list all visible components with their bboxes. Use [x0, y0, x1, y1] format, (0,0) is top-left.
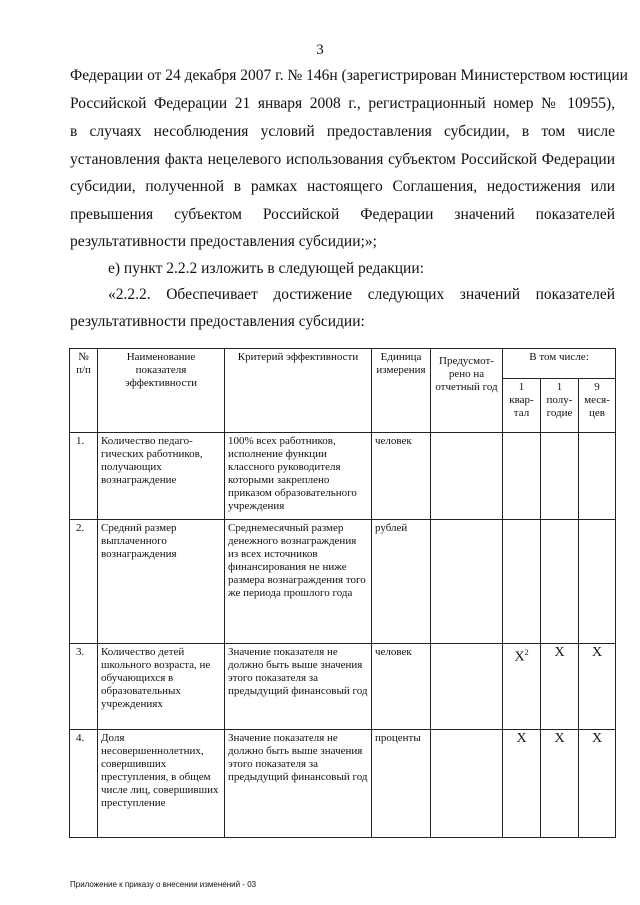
row-half-year [541, 520, 579, 644]
row-planned [431, 730, 503, 838]
row-name: Средний размер выплаченного вознаграждения [98, 520, 225, 644]
row-nine-months [579, 433, 616, 520]
row-nine-months: X [579, 730, 616, 838]
row-unit: рублей [372, 520, 431, 644]
row-num: 1. [70, 433, 98, 520]
row-half-year: X [541, 644, 579, 730]
row-quarter-1 [503, 520, 541, 644]
row-half-year [541, 433, 579, 520]
row-num: 3. [70, 644, 98, 730]
header-planned: Предусмот-рено на отчетный год [431, 349, 503, 433]
row-planned [431, 433, 503, 520]
row-num: 4. [70, 730, 98, 838]
paragraph-line-1: Федерации от 24 декабря 2007 г. № 146н (зарегистрирован Министерством юстиции [70, 67, 628, 84]
row-unit: человек [372, 433, 431, 520]
row-nine-months [579, 520, 616, 644]
row-num: 2. [70, 520, 98, 644]
row-planned [431, 644, 503, 730]
paragraph-line-5: субсидии, полученной в рамках настоящего Соглашения, недостижения или [70, 178, 615, 195]
row-quarter-1-mark: X [514, 649, 525, 665]
paragraph-line-6: превышения субъектом Российской Федерации значений показателей [70, 206, 615, 223]
page-number: 3 [316, 42, 324, 58]
row-nine-months: X [579, 644, 616, 730]
header-nine-months: 9 меся-цев [579, 379, 616, 433]
row-criterion: Значение показателя не должно быть выше значения этого показателя за предыдущий финансовый год [225, 644, 372, 730]
row-quarter-1: X [503, 730, 541, 838]
row-unit: проценты [372, 730, 431, 838]
paragraph-line-7: результативности предоставления субсидии;»; [70, 233, 377, 250]
table-row [70, 730, 616, 838]
row-name: Количество педаго-гических работников, получающих вознаграждение [98, 433, 225, 520]
footer-note: Приложение к приказу о внесении изменений - 03 [70, 880, 257, 889]
paragraph-line-9: «2.2.2. Обеспечивает достижение следующих значений показателей [108, 286, 615, 303]
paragraph-line-2: Российской Федерации 21 января 2008 г., регистрационный номер № 10955), [70, 95, 615, 112]
header-including: В том числе: [503, 349, 616, 379]
header-unit: Единица измерения [372, 349, 431, 433]
paragraph-line-4: установления факта нецелевого использования субъектом Российской Федерации [70, 151, 615, 168]
table-row [70, 644, 616, 730]
paragraph-line-10: результативности предоставления субсидии: [70, 313, 365, 330]
row-quarter-1 [503, 433, 541, 520]
row-unit: человек [372, 644, 431, 730]
header-quarter-1: 1 квар-тал [503, 379, 541, 433]
row-half-year: X [541, 730, 579, 838]
header-criterion: Критерий эффективности [225, 349, 372, 433]
header-half-year: 1 полу-годие [541, 379, 579, 433]
row-planned [431, 520, 503, 644]
row-name: Доля несовершеннолетних, совершивших преступления, в общем числе лиц, совершивших преступление [98, 730, 225, 838]
header-name: Наименование показателя эффективности [98, 349, 225, 433]
header-num: № п/п [70, 349, 98, 433]
indicators-table [69, 348, 616, 838]
row-criterion: 100% всех работников, исполнение функции классного руководителя которыми закреплено приказом образовательного учреждения [225, 433, 372, 520]
row-criterion: Значение показателя не должно быть выше значения этого показателя за предыдущий финансовый год [225, 730, 372, 838]
row-quarter-1 [503, 644, 541, 730]
row-name: Количество детей школьного возраста, не обучающихся в образовательных учреждениях [98, 644, 225, 730]
footnote-marker: 2 [524, 648, 529, 657]
paragraph-line-3: в случаях несоблюдения условий предоставления субсидии, в том числе [70, 123, 615, 140]
row-criterion: Среднемесячный размер денежного вознаграждения из всех источников финансирования не ниже размера вознаграждения того же периода прошлого года [225, 520, 372, 644]
table-row [70, 520, 616, 644]
table-row [70, 433, 616, 520]
paragraph-line-8: е) пункт 2.2.2 изложить в следующей редакции: [108, 260, 424, 277]
